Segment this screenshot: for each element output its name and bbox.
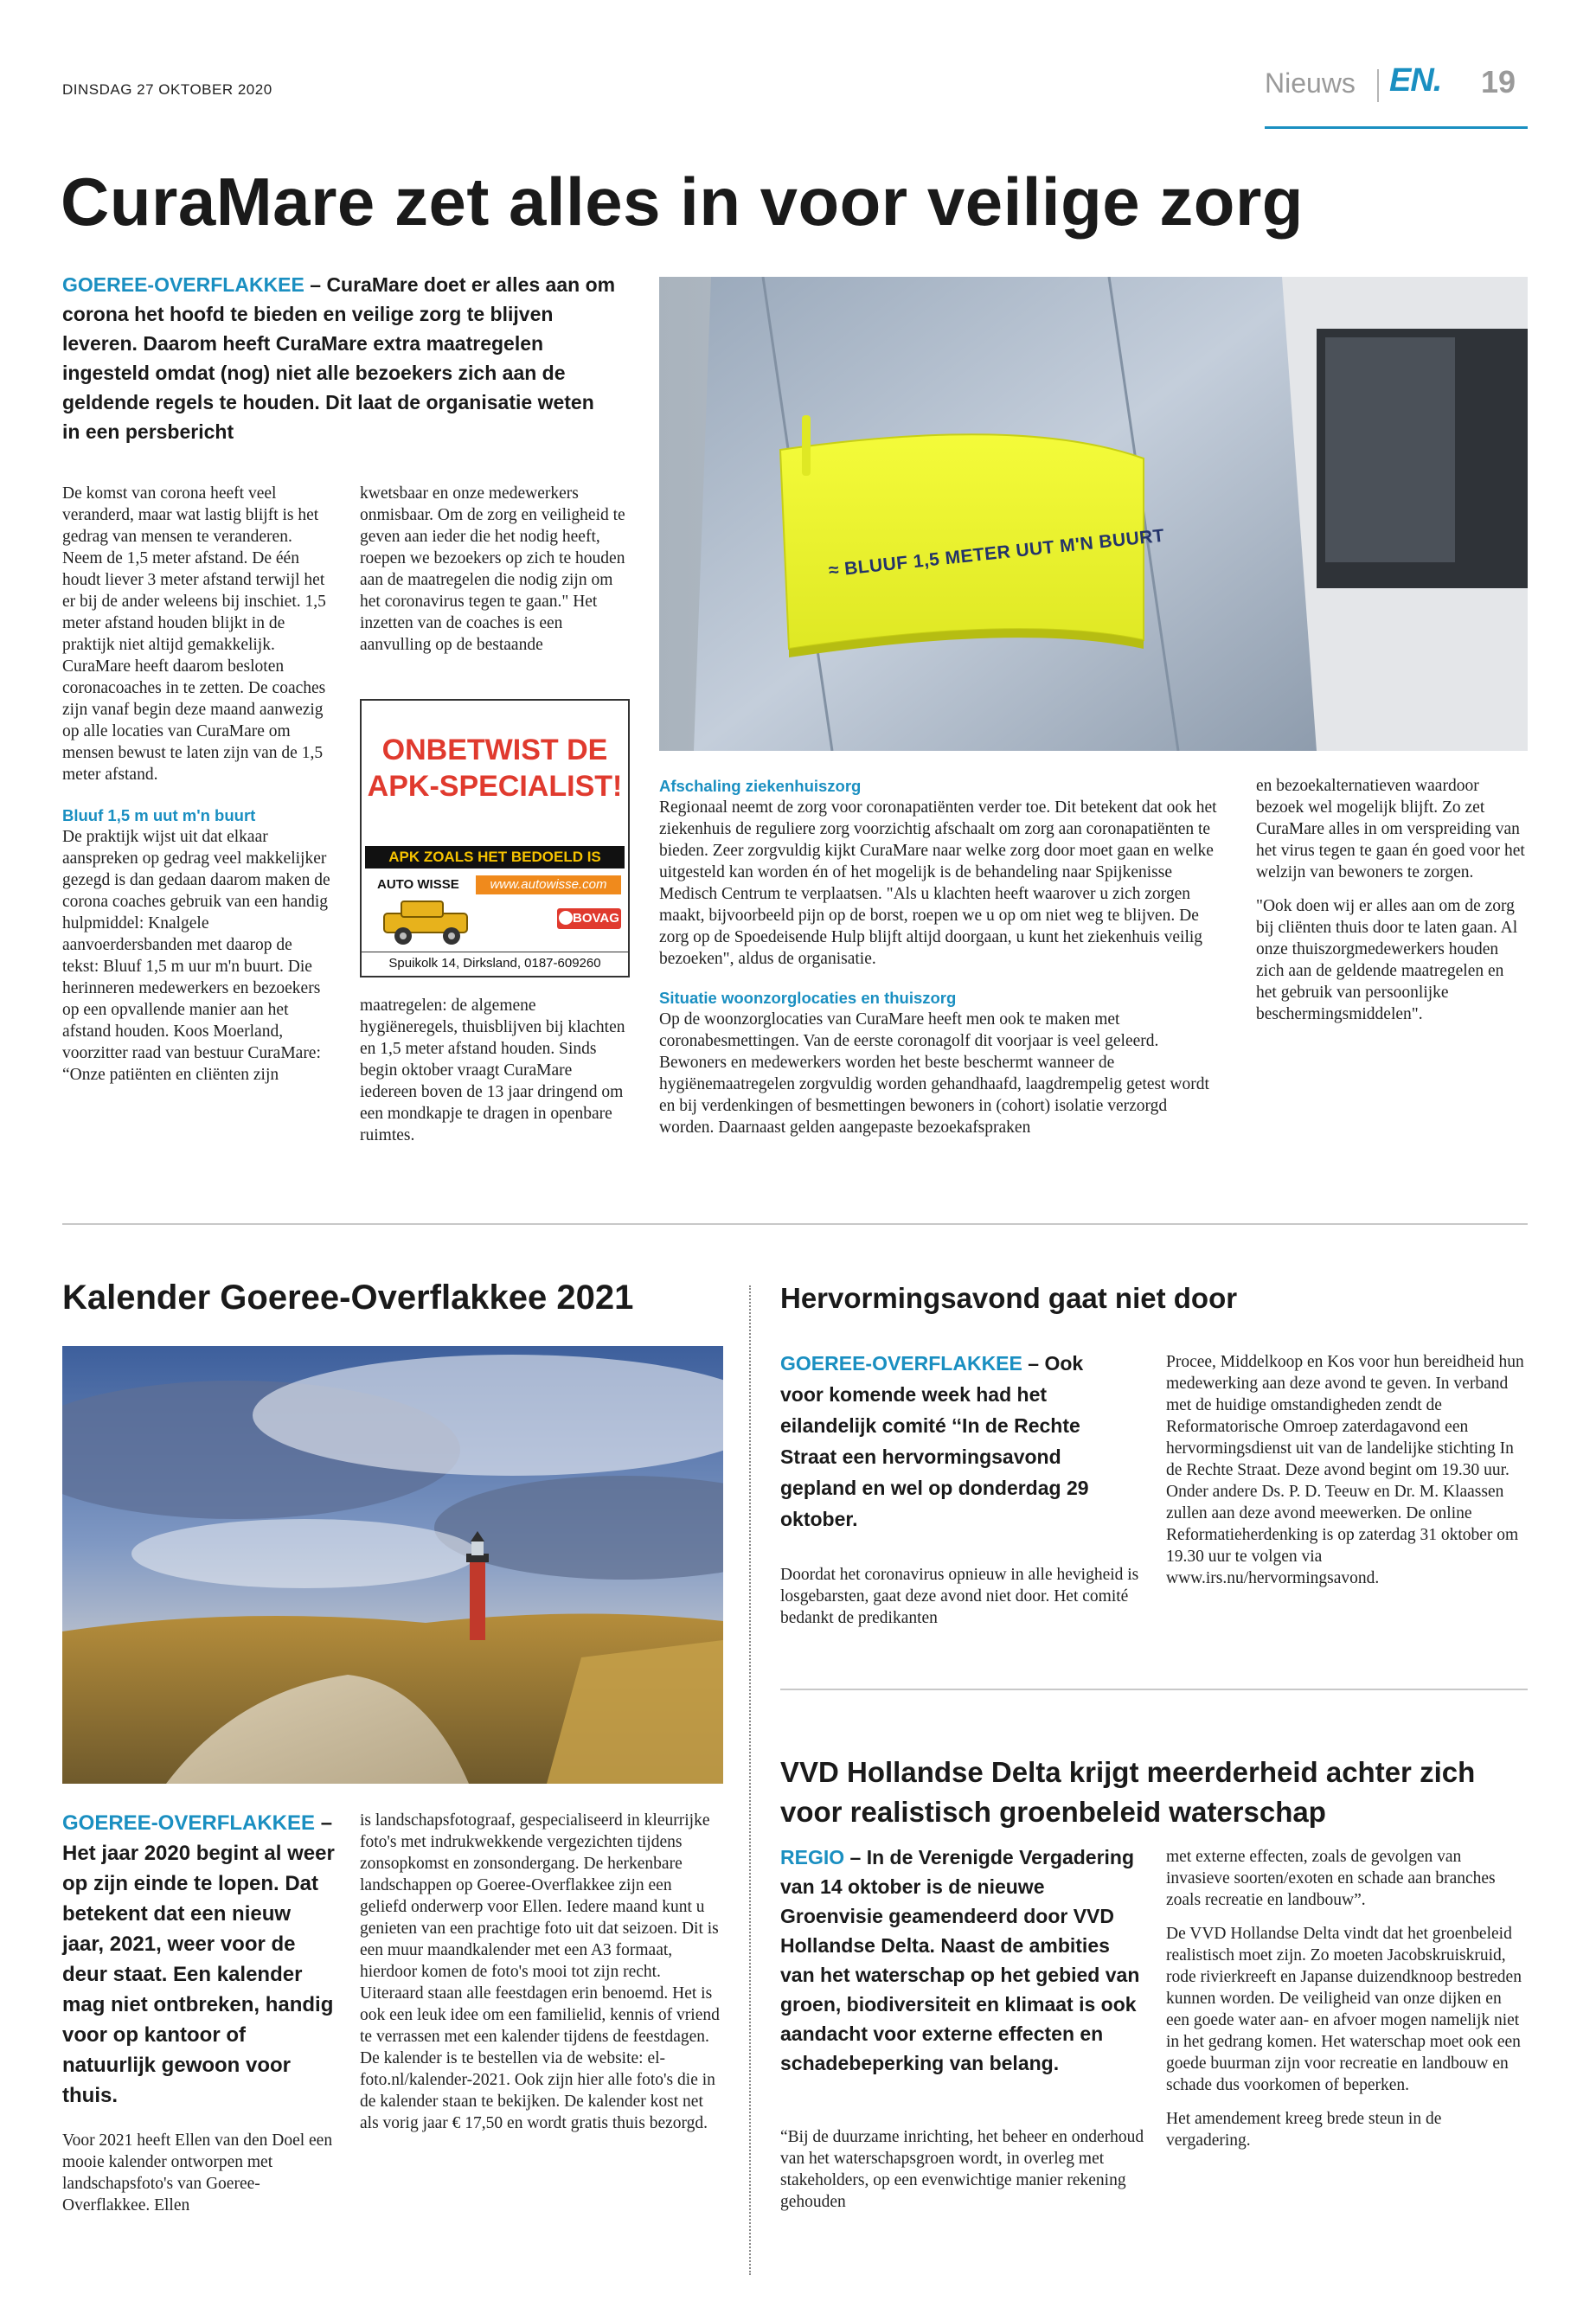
- paragraph: Op de woonzorglocaties van CuraMare heeft men ook te maken met coronabesmettingen. Van de eerste coronagolf dit voorjaar is veel geleerd. Bewoners en medewerkers worden het beste beschermt wanneer de hygiënemaatregelen zorgvuldig worden gehandhaafd, laagdrempelig getest wordt en bij verdenkingen of besmettingen bewoners in (cohort) isolatie verzorgd worden. Daarnaast gelden aangepaste bezoekafspraken: [659, 1010, 1209, 1137]
- ad-headline-2: APK-SPECIALIST!: [367, 770, 623, 803]
- article-headline: Hervormingsavond gaat niet door: [780, 1282, 1238, 1314]
- bovag-circle-icon: [559, 911, 573, 925]
- car-icon: [377, 898, 481, 948]
- article-column-2-continued: [360, 995, 630, 1146]
- lead-text: – Het jaar 2020 begint al weer op zijn einde te lopen. Dat betekent dat een nieuw jaar, 2021, weer voor de deur staat. Een kalender mag niet ontbreken, handig voor op kantoor of natuurlijk gewoon voor thuis.: [62, 1811, 335, 2107]
- paragraph: en bezoekalternatieven waardoor bezoek wel mogelijk blijft. Zo zet CuraMare alles in om verspreiding van het virus tegen te gaan én goed voor het welzijn van bewoners te zorgen.: [1256, 777, 1525, 881]
- ad-banner: APK ZOALS HET BEDOELD IS: [365, 846, 625, 868]
- paragraph: Voor 2021 heeft Ellen van den Doel een mooie kalender ontworpen met landschapsfoto's van Goeree-Overflakkee. Ellen: [62, 2131, 333, 2214]
- paragraph: De komst van corona heeft veel veranderd, maar wat lastig blijft is het gedrag van mensen te veranderen. Neem de 1,5 meter afstand. De één houdt liever 3 meter afstand terwijl het er bij de ander weleens bij inschiet. 1,5 meter afstand houden blijkt in de praktijk niet altijd gemakkelijk. CuraMare heeft daarom besloten coronacoaches in te zetten. De coaches zijn vanaf begin deze maand aanwezig op alle locaties van CuraMare om mensen bewust te laten zijn van de 1,5 meter afstand.: [62, 484, 326, 784]
- article-headline: VVD Hollandse Delta krijgt meerderheid achter zich voor realistisch groenbeleid waterschap: [780, 1756, 1476, 1828]
- armband-photo: [659, 277, 1528, 751]
- paragraph: De praktijk wijst uit dat elkaar aanspreken op gedrag veel makkelijker gezegd is dan gedaan daarom maken de corona coaches gebruik van een handig hulpmiddel: Knalgele aanvoerdersbanden met daarop de tekst: Bluuf 1,5 m uur m'n buurt. Die herinneren medewerkers en bezoekers op een opvallende manier aan het afstand houden. Koos Moerland, voorzitter raad van bestuur CuraMare: “Onze patiënten en cliënten zijn: [62, 828, 330, 1084]
- paragraph: maatregelen: de algemene hygiëneregels, thuisblijven bij klachten en 1,5 meter afstand houden. Sinds begin oktober vraagt CuraMare iedereen boven de 13 jaar dringend om een mondkapje te dragen in openbare ruimtes.: [360, 997, 625, 1144]
- bovag-label: BOVAG: [573, 911, 619, 926]
- paragraph: Procee, Middelkoop en Kos voor hun bereidheid hun medewerking aan deze avond te geven. In verband met de huidige omstandigheden zendt de Reformatorische Omroep zaterdagavond een hervormingsdienst uit van de landelijke stichting In de Rechte Straat. Deze avond begint om 19.30 uur. Onder andere Ds. P. D. Teeuw en Dr. M. Klaassen zullen aan deze avond meewerken. De online Reformatieherdenking is op zaterdag 31 oktober om 19.30 uur te volgen via www.irs.nu/hervormingsavond.: [1166, 1353, 1524, 1587]
- ad-url[interactable]: www.autowisse.com: [476, 875, 621, 894]
- section-divider: [780, 1689, 1528, 1690]
- column-divider: [749, 1285, 751, 2275]
- subheading: Bluuf 1,5 m uut m'n buurt: [62, 806, 256, 824]
- article-column-2: [360, 1810, 720, 2134]
- paragraph: "Ook doen wij er alles aan om de zorg bij cliënten thuis door te laten gaan. Al onze thuiszorgmedewerkers houden zich aan de geldende maatregelen en het gebruik van persoonlijke beschermingsmiddelen".: [1256, 897, 1518, 1023]
- lead-text: – In de Verenigde Vergadering van 14 oktober is de nieuwe Groenvisie geamendeerd door VVD Hollandse Delta. Naast de ambities van het waterschap op het gebied van groen, biodiversiteit en klimaat is ook aandacht voor externe effecten en schadebeperking van belang.: [780, 1846, 1140, 2074]
- paragraph: Het amendement kreeg brede steun in de vergadering.: [1166, 2110, 1442, 2150]
- paragraph: Doordat het coronavirus opnieuw in alle hevigheid is losgebarsten, gaat deze avond niet door. Het comité bedankt de predikanten: [780, 1566, 1139, 1627]
- article-column-2: [1166, 1351, 1528, 1589]
- lead-place: GOEREE-OVERFLAKKEE: [780, 1352, 1022, 1375]
- page-number: 19: [1481, 64, 1516, 99]
- lead-place: GOEREE-OVERFLAKKEE: [62, 1811, 316, 1835]
- lead-place: REGIO: [780, 1846, 845, 1868]
- section-label: Nieuws: [1265, 67, 1356, 99]
- header-divider: [1377, 69, 1379, 102]
- article-column-1: [780, 1564, 1147, 1629]
- paragraph: kwetsbaar en onze medewerkers onmisbaar. Om de zorg en veiligheid te geven aan ieder die het nodig heeft, roepen we bezoekers op zich te houden aan de maatregelen die nodig zijn om het coronavirus tegen te gaan." Het inzetten van de coaches is een aanvulling op de bestaande: [360, 484, 625, 654]
- article-column-4: [1256, 775, 1528, 1025]
- en-logo: EN.: [1389, 62, 1442, 99]
- section-divider: [62, 1223, 1528, 1225]
- article-lead: [780, 1348, 1126, 1535]
- lighthouse-photo: [62, 1346, 723, 1784]
- ad-brand: AUTO WISSE: [377, 877, 459, 892]
- advertisement[interactable]: [360, 699, 630, 977]
- lead-place: GOEREE-OVERFLAKKEE: [62, 273, 304, 296]
- page-date: DINSDAG 27 OKTOBER 2020: [62, 81, 272, 98]
- armband-text: ≈ BLUUF 1,5 METER UUT M'N BUURT: [827, 525, 1166, 581]
- landscape-illustration: [62, 1346, 723, 1784]
- lead-text: – CuraMare doet er alles aan om corona het hoofd te bieden en veilige zorg te blijven leveren. Daarom heeft CuraMare extra maatregelen ingesteld omdat (nog) niet alle bezoekers zich aan de geldende regels te houden. Dit laat de organisatie weten in een persbericht: [62, 273, 616, 443]
- bovag-badge: [557, 908, 621, 929]
- subheading: Situatie woonzorglocaties en thuiszorg: [659, 989, 957, 1007]
- paragraph: Regionaal neemt de zorg voor coronapatiënten verder toe. Dit betekent dat ook het ziekenhuis de reguliere zorg voorzichtig afschaalt om zorg aan coronapatiënten te bieden. Zeer zorgvuldig kijkt CuraMare naar welke zorg door moet gaan en welke uitgesteld kan worden én of het mogelijk is de behandeling naar Spijkenisse Medisch Centrum te verplaatsen. "Als u klachten heeft waarover u zich zorgen maakt, bijvoorbeeld pijn op de borst, roepen we u op om niet weg te blijven. De zorg op de Spoedeisende Hulp blijft altijd doorgaan, u kunt het ziekenhuis veilig bezoeken", aldus de organisatie.: [659, 798, 1217, 968]
- article-column-3: [659, 775, 1221, 1138]
- article-lead: [780, 1843, 1140, 2078]
- paragraph: met externe effecten, zoals de gevolgen van invasieve soorten/exoten en schade aan branches zoals recreatie en landbouw”.: [1166, 1848, 1496, 1909]
- paragraph: “Bij de duurzame inrichting, het beheer en onderhoud van het waterschapsgroen wordt, in overleg met stakeholders, op een evenwichtige manier rekening gehouden: [780, 2128, 1144, 2211]
- subheading: Afschaling ziekenhuiszorg: [659, 777, 862, 795]
- article-column-1: [780, 2126, 1147, 2213]
- lead-text: – Ook voor komende week had het eilandelijk comité ‘‘In de Rechte Straat een hervormingsavond gepland en wel op donderdag 29 oktober.: [780, 1352, 1089, 1530]
- header-rule: [1265, 126, 1528, 129]
- article-column-2: [1166, 1846, 1528, 2151]
- article-lead: [62, 1808, 336, 2111]
- armband-illustration: [659, 277, 1528, 751]
- article-lead: [62, 270, 616, 446]
- ad-address: Spuikolk 14, Dirksland, 0187-609260: [362, 952, 628, 971]
- article-headline: CuraMare zet alles in voor veilige zorg: [61, 163, 1304, 240]
- article-column-1: [62, 2130, 336, 2216]
- ad-graphic: [365, 872, 625, 952]
- article-column-1: [62, 483, 332, 1086]
- article-headline: Kalender Goeree-Overflakkee 2021: [62, 1279, 634, 1317]
- ad-headline-1: ONBETWIST DE: [381, 734, 608, 766]
- paragraph: De VVD Hollandse Delta vindt dat het groenbeleid realistisch moet zijn. Zo moeten Jacobskruiskruid, rode rivierkreeft en Japanse duizendknoop bestreden kunnen worden. De veiligheid van onze dijken en een goede water aan- en afvoer mogen namelijk niet in het gedrang komen. Het waterschap moet ook een goede buurman zijn voor recreatie en landbouw en schade dus voorkomen of beperken.: [1166, 1925, 1522, 2094]
- article-column-2: [360, 483, 630, 656]
- paragraph: is landschapsfotograaf, gespecialiseerd in kleurrijke foto's met indrukwekkende vergezichten tijdens zonsopkomst en zonsondergang. De herkenbare landschappen op Goeree-Overflakkee zijn een geliefd onderwerp voor Ellen. Iedere maand kunt u genieten van een prachtige foto uit dat seizoen. Dit is een muur maandkalender met een A3 formaat, hierdoor komen de foto's mooi tot zijn recht. Uiteraard staan alle feestdagen erin benoemd. Het is ook een leuk idee om een familielid, kennis of vriend te verrassen met een kalender tijdens de feestdagen. De kalender is te bestellen via de website: el-foto.nl/kalender-2021. Ook zijn hier alle foto's die in de kalender staan te bekijken. De kalender kost net als vorig jaar € 17,50 en wordt gratis thuis bezorgd.: [360, 1811, 720, 2132]
